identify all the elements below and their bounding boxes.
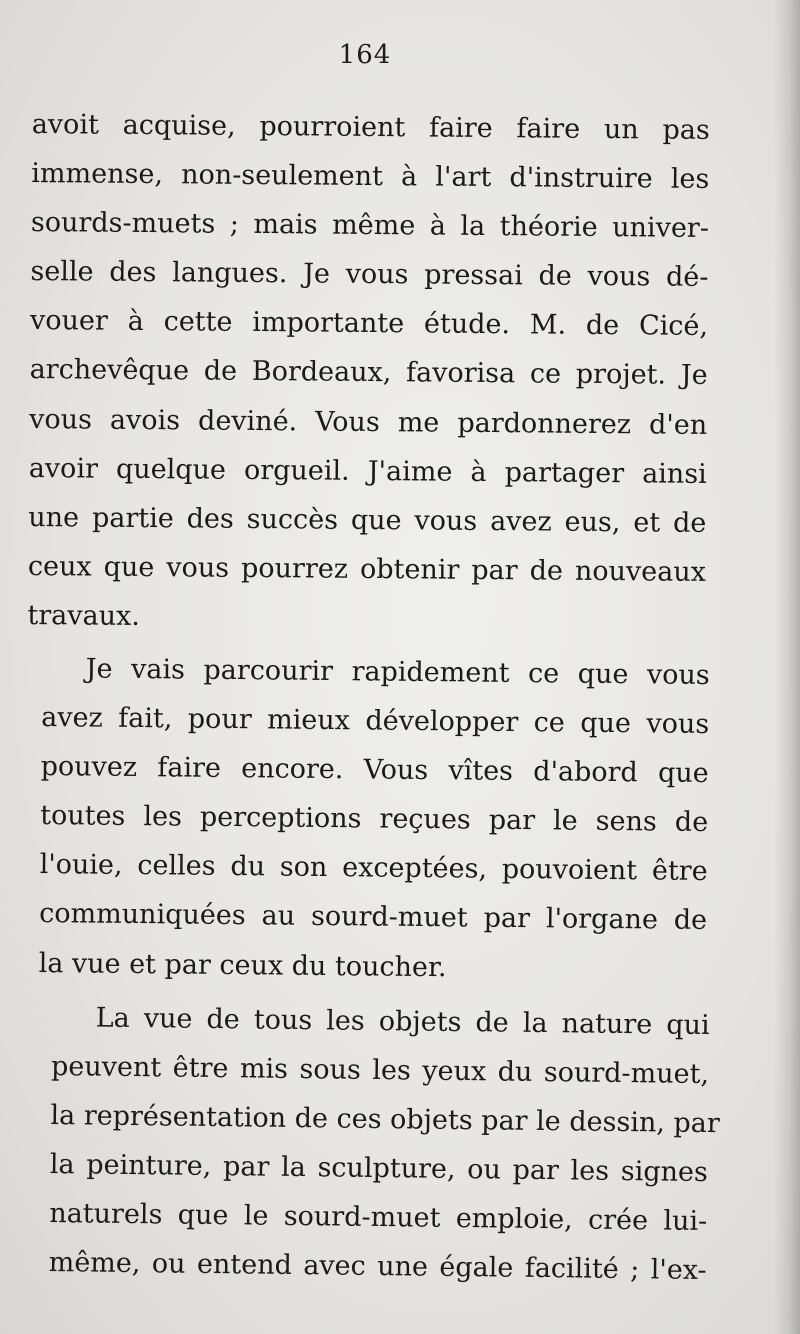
page-body-text (27, 100, 720, 1287)
page-number: 164 (338, 40, 392, 70)
text-line: Je vais parcourir rapidement ce que vous (85, 653, 710, 692)
text-line: la représentation de ces objets par le dessin, par (50, 1099, 720, 1140)
paragraph-2 (38, 644, 710, 995)
text-line: vouer à cette importante étude. M. de Cicé, (29, 305, 709, 343)
text-line: avez fait, pour mieux développer ce que vous (41, 702, 710, 741)
text-line: pouvez faire encore. Vous vîtes d'abord que (40, 751, 709, 790)
text-line: avoir quelque orgueil. J'aime à partager ainsi (28, 452, 707, 490)
text-line: La vue de tous les objets de la nature qui (95, 1002, 710, 1041)
paragraph-3 (48, 993, 720, 1296)
text-line: archevêque de Bordeaux, favorisa ce projet. Je (29, 354, 708, 392)
text-line: l'ouie, celles du son exceptées, pouvoient être (39, 849, 708, 888)
text-line: communiquées au sourd-muet par l'organe de (39, 898, 708, 937)
text-line: une partie des succès que vous avez eus, et de (28, 501, 707, 539)
text-line: même, ou entend avec une égale facilité ; l'ex- (48, 1247, 707, 1287)
text-line: avoit acquise, pourroient faire faire un pas (31, 108, 710, 146)
paragraph-1 (27, 100, 710, 646)
text-line: la vue et par ceux du toucher. (38, 947, 447, 983)
text-line: travaux. (27, 599, 141, 632)
text-line: peuvent être mis sous les yeux du sourd-muet, (50, 1050, 710, 1090)
text-line: sourds-muets ; mais même à la théorie univer- (30, 207, 710, 245)
text-line: toutes les perceptions reçues par le sens de (40, 800, 709, 839)
text-line: vous avois deviné. Vous me pardonnerez d'en (29, 403, 708, 441)
text-line: naturels que le sourd-muet emploie, crée lui- (49, 1198, 708, 1238)
text-line: ceux que vous pourrez obtenir par de nouveaux (27, 550, 707, 588)
text-line: selle des langues. Je vous pressai de vous dé- (30, 256, 709, 294)
text-line: la peinture, par la sculpture, ou par les signes (49, 1148, 709, 1188)
text-line: immense, non-seulement à l'art d'instruire les (31, 158, 710, 196)
